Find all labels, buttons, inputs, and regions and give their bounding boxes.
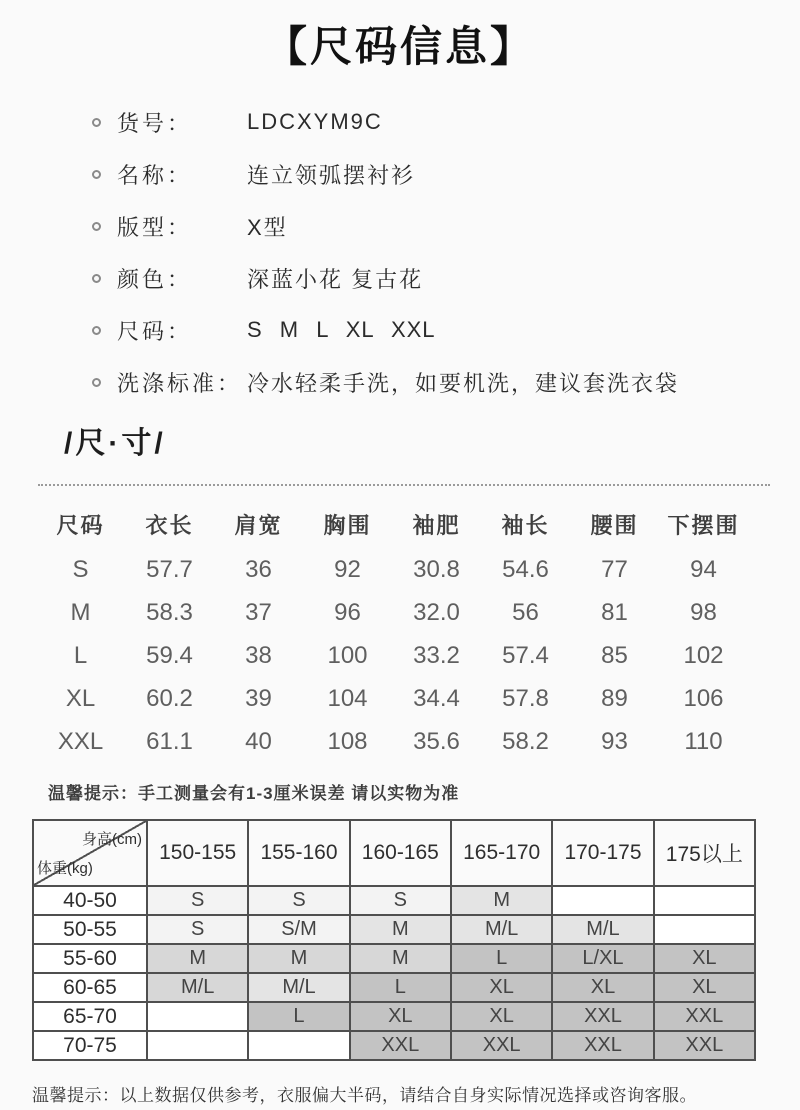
recommended-size-cell: XL [654,944,755,973]
weight-range-label: 40-50 [33,886,147,915]
height-range-header: 155-160 [248,820,349,886]
measure-value-cell: 33.2 [413,641,460,669]
recommended-size-cell: XXL [552,1031,653,1060]
info-value: X型 [247,214,288,240]
recommended-size-cell [147,1002,248,1031]
info-row-product-name [0,148,800,200]
measure-value-cell: 93 [601,727,628,755]
recommended-size-cell: M [147,944,248,973]
height-range-header: 170-175 [552,820,653,886]
measurements-table [36,500,748,763]
recommended-size-cell [552,886,653,915]
measure-value-cell: 77 [601,555,628,583]
recommended-size-cell: M/L [248,973,349,1002]
measure-value-cell: 35.6 [413,727,460,755]
size-info-page [0,14,800,1110]
measure-column-header: 袖肥 [412,512,461,538]
info-label: 尺码： [117,318,193,344]
measure-value-cell: 96 [334,598,361,626]
measure-value-cell: 39 [245,684,272,712]
measurements-table-body [36,548,748,763]
recommended-size-cell: XXL [350,1031,451,1060]
recommended-size-cell: M/L [552,915,653,944]
table-row [36,720,748,763]
measure-value-cell: 106 [683,684,724,712]
height-weight-corner-cell [33,820,147,886]
product-info-list [0,96,800,408]
footer-disclaimer-note: 温馨提示：以上数据仅供参考，衣服偏大半码，请结合自身实际情况选择或咨询客服。 [32,1086,697,1105]
info-row-washing [0,356,800,408]
measure-value-cell: 108 [327,727,368,755]
info-value: 冷水轻柔手洗，如要机洗，建议套洗衣袋 [247,370,680,396]
table-header-row [36,500,748,548]
info-value: LDCXYM9C [247,109,383,134]
measure-column-header: 尺码 [56,512,105,538]
table-row [36,677,748,720]
recommended-size-cell [654,886,755,915]
measure-value-cell: 110 [684,727,723,755]
measure-value-cell: 98 [690,598,717,626]
info-row-color [0,252,800,304]
recommended-size-cell: S [147,886,248,915]
recommended-size-cell: XXL [654,1002,755,1031]
measure-value-cell: 34.4 [413,684,460,712]
measure-value-cell: 59.4 [146,641,193,669]
fit-table-header-row [33,820,755,886]
dotted-divider [38,484,770,486]
bullet-circle-icon [92,170,101,179]
measure-value-cell: 40 [245,727,272,755]
info-value: S M L XL XXL [247,317,436,342]
height-range-header: 150-155 [147,820,248,886]
size-label-cell: M [70,598,91,626]
recommended-size-cell: XL [350,1002,451,1031]
height-range-header: 160-165 [350,820,451,886]
height-range-header: 175以上 [654,820,755,886]
recommended-size-cell: XL [552,973,653,1002]
table-row [33,973,755,1002]
weight-range-label: 55-60 [33,944,147,973]
table-row [36,548,748,591]
measure-value-cell: 32.0 [413,598,460,626]
weight-range-label: 50-55 [33,915,147,944]
table-row [33,944,755,973]
size-label-cell: XXL [57,727,104,755]
recommended-size-cell: S [350,886,451,915]
recommended-size-cell: M [248,944,349,973]
info-row-item-number [0,96,800,148]
measure-value-cell: 54.6 [502,555,549,583]
table-row [36,634,748,677]
measure-value-cell: 30.8 [413,555,460,583]
measure-value-cell: 81 [601,598,628,626]
measure-value-cell: 57.7 [146,555,193,583]
measure-value-cell: 56 [512,598,539,626]
recommended-size-cell: L/XL [552,944,653,973]
measure-value-cell: 57.4 [502,641,549,669]
table-row [36,591,748,634]
recommended-size-cell: L [248,1002,349,1031]
bullet-circle-icon [92,274,101,283]
fit-recommendation-table [32,819,756,1061]
recommended-size-cell: XL [451,973,552,1002]
measure-column-header: 袖长 [501,512,550,538]
measure-value-cell: 85 [601,641,628,669]
recommended-size-cell: M/L [147,973,248,1002]
size-label-cell: XL [65,684,96,712]
bullet-circle-icon [92,118,101,127]
recommended-size-cell: M [350,915,451,944]
fit-table-body [33,886,755,1060]
recommended-size-cell: XL [654,973,755,1002]
recommended-size-cell: L [350,973,451,1002]
weight-range-label: 60-65 [33,973,147,1002]
measure-value-cell: 89 [601,684,628,712]
table-row [33,1002,755,1031]
measure-column-header: 衣长 [145,512,194,538]
info-label: 版型： [117,214,193,240]
table-row [33,886,755,915]
measurements-table-head [36,500,748,548]
page-title: 【尺码信息】 [264,23,535,70]
bullet-circle-icon [92,378,101,387]
measure-value-cell: 38 [245,641,272,669]
measure-value-cell: 92 [334,555,361,583]
table-row [33,1031,755,1060]
measure-value-cell: 104 [327,684,368,712]
measurement-tolerance-note: 温馨提示：手工测量会有1-3厘米误差 请以实物为准 [48,784,460,803]
measure-column-header: 下摆围 [667,512,740,538]
recommended-size-cell: S [147,915,248,944]
recommended-size-cell: XXL [654,1031,755,1060]
table-row [33,915,755,944]
recommended-size-cell [248,1031,349,1060]
weight-axis-label: 体重(kg) [37,860,93,877]
bullet-circle-icon [92,326,101,335]
bullet-circle-icon [92,222,101,231]
size-label-cell: L [73,641,88,669]
info-label: 货号： [117,110,193,136]
size-label-cell: S [72,555,89,583]
info-label: 洗涤标准： [117,370,243,396]
recommended-size-cell: XL [451,1002,552,1031]
measure-column-header: 胸围 [323,512,372,538]
height-range-header: 165-170 [451,820,552,886]
weight-range-label: 65-70 [33,1002,147,1031]
measure-column-header: 腰围 [590,512,639,538]
measure-column-header: 肩宽 [234,512,283,538]
measure-value-cell: 94 [690,555,717,583]
info-value: 深蓝小花 复古花 [247,266,424,292]
measure-value-cell: 36 [245,555,272,583]
recommended-size-cell: M [350,944,451,973]
recommended-size-cell [654,915,755,944]
measure-value-cell: 61.1 [146,727,193,755]
recommended-size-cell: L [451,944,552,973]
info-value: 连立领弧摆衬衫 [247,162,416,188]
info-row-silhouette [0,200,800,252]
info-label: 名称： [117,162,193,188]
measure-value-cell: 58.2 [502,727,549,755]
weight-range-label: 70-75 [33,1031,147,1060]
measure-value-cell: 58.3 [146,598,193,626]
recommended-size-cell: XXL [451,1031,552,1060]
recommended-size-cell: M [451,886,552,915]
recommended-size-cell: S/M [248,915,349,944]
fit-table-head [33,820,755,886]
recommended-size-cell: M/L [451,915,552,944]
height-axis-label: 身高(cm) [82,831,142,848]
info-row-sizes [0,304,800,356]
recommended-size-cell: S [248,886,349,915]
measure-value-cell: 100 [327,641,368,669]
recommended-size-cell [147,1031,248,1060]
measurements-section-heading: /尺·寸/ [64,427,166,460]
measure-value-cell: 37 [245,598,272,626]
recommended-size-cell: XXL [552,1002,653,1031]
measure-value-cell: 57.8 [502,684,549,712]
measure-value-cell: 102 [683,641,724,669]
info-label: 颜色： [117,266,193,292]
measure-value-cell: 60.2 [146,684,193,712]
